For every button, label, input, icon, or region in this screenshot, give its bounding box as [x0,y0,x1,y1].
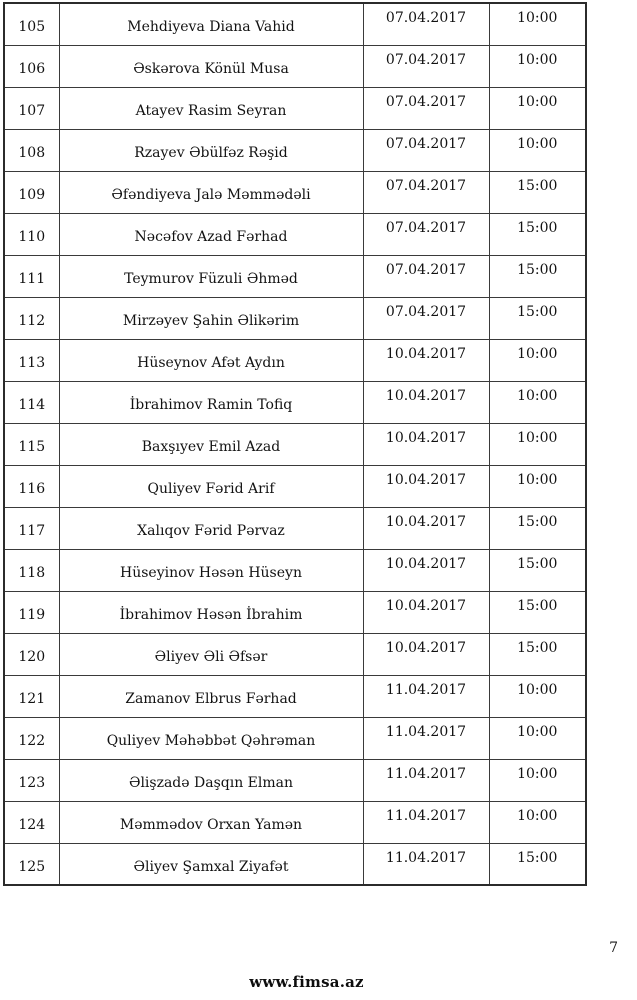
row-number: 125 [18,858,46,875]
table-row [4,129,586,171]
person-name-cell [59,759,363,801]
person-name: Quliyev Məhəbbət Qəhrəman [106,733,316,749]
person-name-cell [59,801,363,843]
exam-date-cell [363,675,489,717]
row-number-cell [4,633,59,675]
exam-time-cell [489,381,586,423]
row-number-cell [4,549,59,591]
schedule-table-body [4,3,586,885]
row-number: 115 [18,439,46,455]
exam-time: 10:00 [517,681,558,698]
exam-time: 15:00 [517,849,558,866]
row-number-cell [4,87,59,129]
exam-time: 10:00 [517,345,558,362]
exam-date: 10.04.2017 [385,471,467,488]
person-name-cell [59,3,363,45]
table-row [4,507,586,549]
exam-date: 11.04.2017 [385,681,467,698]
row-number-cell [4,129,59,171]
person-name: İbrahimov Həsən İbrahim [119,607,303,623]
exam-time: 10:00 [517,807,558,824]
row-number: 117 [18,523,46,539]
table-row [4,213,586,255]
exam-time-cell [489,633,586,675]
exam-time-cell [489,3,586,45]
row-number: 118 [18,565,46,581]
exam-date-cell [363,717,489,759]
exam-time-cell [489,675,586,717]
person-name-cell [59,633,363,675]
exam-date-cell [363,591,489,633]
person-name: Xalıqov Fərid Pərvaz [137,523,285,539]
exam-date: 07.04.2017 [385,51,467,68]
person-name-cell [59,129,363,171]
exam-date: 07.04.2017 [385,219,467,236]
exam-time-cell [489,465,586,507]
exam-time: 10:00 [517,51,558,68]
row-number-cell [4,465,59,507]
exam-date-cell [363,255,489,297]
table-row [4,255,586,297]
row-number-cell [4,507,59,549]
table-row [4,759,586,801]
row-number: 120 [18,649,46,665]
exam-time: 15:00 [517,303,558,320]
exam-time-cell [489,171,586,213]
row-number: 106 [18,61,46,77]
person-name-cell [59,423,363,465]
person-name-cell [59,297,363,339]
table-row [4,171,586,213]
exam-time: 15:00 [517,555,558,572]
exam-date-cell [363,129,489,171]
person-name-cell [59,87,363,129]
table-row [4,843,586,885]
table-row [4,675,586,717]
exam-date: 10.04.2017 [385,513,467,530]
person-name: Baxşıyev Emil Azad [141,439,281,455]
exam-date: 07.04.2017 [385,261,467,278]
person-name-cell [59,549,363,591]
exam-date-cell [363,423,489,465]
row-number-cell [4,297,59,339]
exam-time-cell [489,129,586,171]
row-number: 112 [18,313,46,329]
table-row [4,549,586,591]
person-name: Mirzəyev Şahin Əlikərim [122,313,300,329]
row-number: 107 [18,103,46,119]
exam-time-cell [489,843,586,885]
exam-date: 07.04.2017 [385,10,467,26]
exam-date: 11.04.2017 [385,849,467,866]
table-row [4,297,586,339]
exam-time-cell [489,549,586,591]
row-number-cell [4,3,59,45]
exam-time-cell [489,87,586,129]
exam-time: 15:00 [517,597,558,614]
exam-time: 10:00 [517,10,558,26]
row-number-cell [4,423,59,465]
exam-date: 10.04.2017 [385,429,467,446]
row-number-cell [4,675,59,717]
row-number-cell [4,591,59,633]
table-row [4,591,586,633]
person-name-cell [59,339,363,381]
exam-date: 10.04.2017 [385,597,467,614]
exam-time-cell [489,339,586,381]
exam-time-cell [489,507,586,549]
person-name: Əliyev Əli Əfsər [154,649,268,665]
table-row [4,633,586,675]
table-row [4,423,586,465]
person-name-cell [59,171,363,213]
person-name: Nəcəfov Azad Fərhad [134,229,288,245]
exam-date-cell [363,213,489,255]
exam-time: 15:00 [517,639,558,656]
exam-time: 15:00 [517,219,558,236]
exam-date: 07.04.2017 [385,93,467,110]
exam-date-cell [363,45,489,87]
row-number: 110 [18,229,46,245]
person-name-cell [59,213,363,255]
person-name: İbrahimov Ramin Tofiq [129,397,293,413]
row-number: 123 [18,775,46,791]
exam-date: 11.04.2017 [385,807,467,824]
person-name-cell [59,675,363,717]
row-number: 119 [18,607,46,623]
person-name: Əlişzadə Daşqın Elman [128,775,294,791]
row-number-cell [4,717,59,759]
person-name: Əfəndiyeva Jalə Məmmədəli [111,187,311,203]
row-number-cell [4,213,59,255]
row-number: 121 [18,691,46,707]
table-row [4,87,586,129]
person-name: Əskərova Könül Musa [133,61,289,77]
person-name: Hüseynov Afət Aydın [137,355,285,371]
row-number-cell [4,171,59,213]
exam-time: 15:00 [517,513,558,530]
exam-time: 10:00 [517,765,558,782]
exam-date-cell [363,171,489,213]
exam-time: 15:00 [517,177,558,194]
row-number-cell [4,339,59,381]
person-name: Rzayev Əbülfəz Rəşid [134,145,288,161]
row-number: 122 [18,733,46,749]
exam-time: 10:00 [517,135,558,152]
exam-time-cell [489,255,586,297]
row-number: 114 [18,397,46,413]
table-row [4,801,586,843]
table-row [4,3,586,45]
exam-time-cell [489,591,586,633]
exam-date: 07.04.2017 [385,303,467,320]
person-name: Quliyev Fərid Arif [147,481,275,497]
row-number-cell [4,843,59,885]
exam-date-cell [363,633,489,675]
person-name: Teymurov Füzuli Əhməd [124,271,298,287]
exam-date: 11.04.2017 [385,765,467,782]
person-name-cell [59,255,363,297]
page-number: 7 [609,940,618,956]
row-number-cell [4,381,59,423]
row-number: 116 [18,481,46,497]
table-row [4,381,586,423]
exam-date-cell [363,339,489,381]
row-number-cell [4,45,59,87]
exam-date-cell [363,381,489,423]
table-row [4,45,586,87]
exam-date: 11.04.2017 [385,723,467,740]
person-name: Mehdiyeva Diana Vahid [127,19,295,36]
exam-date-cell [363,843,489,885]
exam-date: 07.04.2017 [385,135,467,152]
row-number: 109 [18,187,46,203]
exam-date: 07.04.2017 [385,177,467,194]
person-name: Hüseyinov Həsən Hüseyn [120,565,302,581]
exam-date-cell [363,87,489,129]
row-number-cell [4,801,59,843]
person-name-cell [59,843,363,885]
row-number: 111 [18,271,46,287]
person-name-cell [59,45,363,87]
person-name-cell [59,591,363,633]
exam-time-cell [489,297,586,339]
person-name: Atayev Rasim Seyran [135,103,287,119]
exam-date-cell [363,3,489,45]
person-name-cell [59,381,363,423]
exam-time-cell [489,801,586,843]
exam-date: 10.04.2017 [385,639,467,656]
exam-date-cell [363,549,489,591]
table-row [4,717,586,759]
exam-date-cell [363,759,489,801]
exam-schedule-table [3,2,587,886]
exam-time-cell [489,423,586,465]
exam-time: 15:00 [517,261,558,278]
row-number-cell [4,759,59,801]
row-number: 105 [18,19,46,36]
exam-date: 10.04.2017 [385,387,467,404]
table-row [4,339,586,381]
exam-time-cell [489,717,586,759]
exam-time: 10:00 [517,471,558,488]
footer-website-text: www.fimsa.az [249,973,364,991]
exam-date-cell [363,801,489,843]
exam-time-cell [489,759,586,801]
person-name: Məmmədov Orxan Yamən [119,817,303,833]
person-name-cell [59,717,363,759]
exam-time-cell [489,213,586,255]
person-name: Əliyev Şamxal Ziyafət [133,858,289,875]
exam-time: 10:00 [517,387,558,404]
person-name-cell [59,507,363,549]
row-number: 113 [18,355,46,371]
person-name-cell [59,465,363,507]
exam-time: 10:00 [517,723,558,740]
table-row [4,465,586,507]
exam-time-cell [489,45,586,87]
exam-date: 10.04.2017 [385,345,467,362]
row-number: 124 [18,817,46,833]
exam-date-cell [363,297,489,339]
exam-time: 10:00 [517,429,558,446]
exam-time: 10:00 [517,93,558,110]
exam-date-cell [363,465,489,507]
exam-date-cell [363,507,489,549]
row-number-cell [4,255,59,297]
person-name: Zamanov Elbrus Fərhad [125,691,297,707]
row-number: 108 [18,145,46,161]
exam-date: 10.04.2017 [385,555,467,572]
